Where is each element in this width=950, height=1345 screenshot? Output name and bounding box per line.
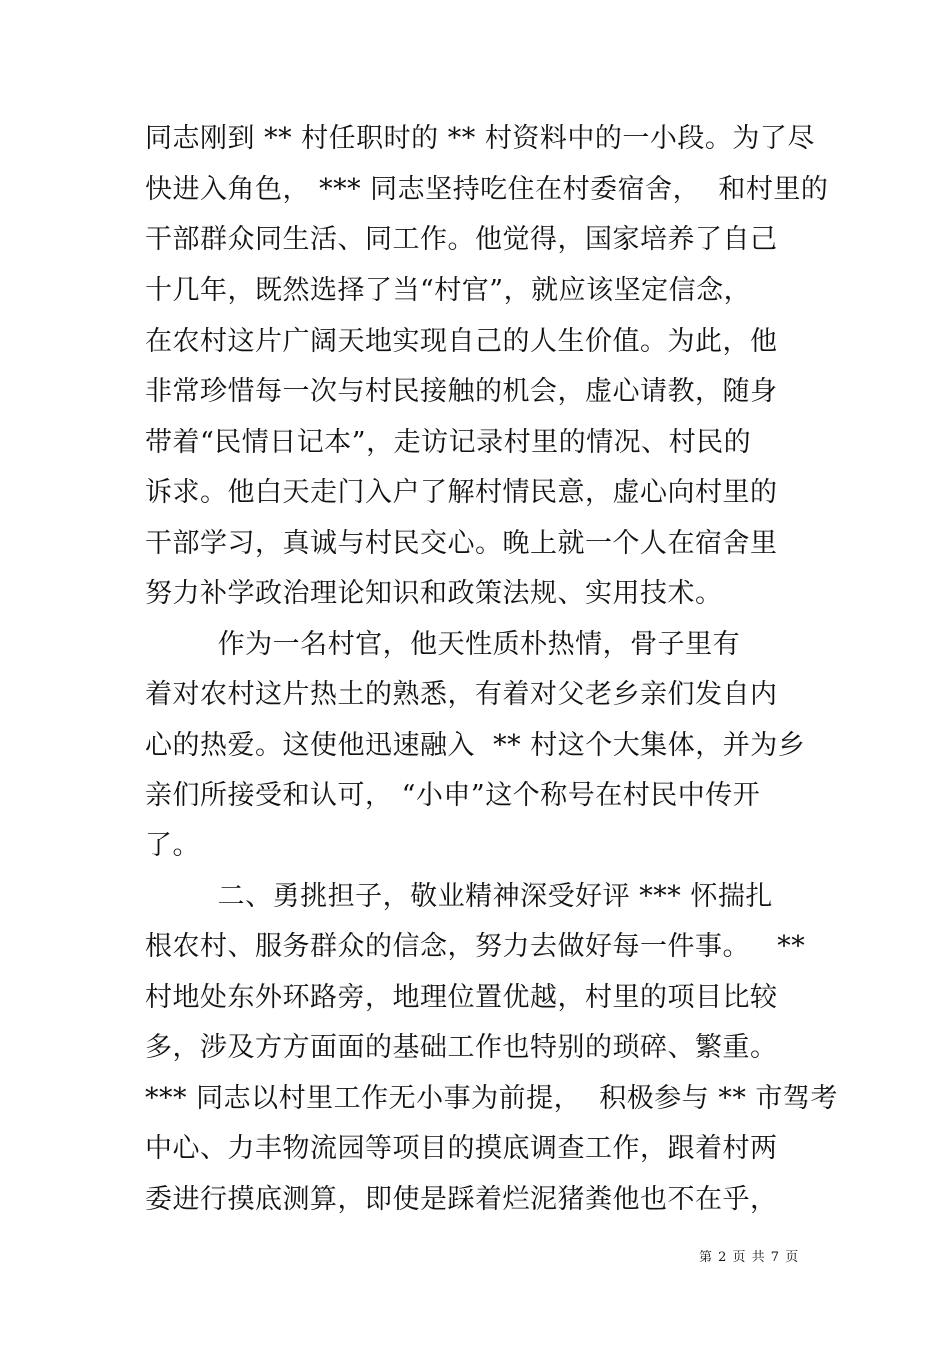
section-heading-line: 二、勇挑担子，敬业精神深受好评 *** 怀揣扎 [145,881,773,912]
text-line: 村地处东外环路旁，地理位置优越，村里的项目比较 [145,982,778,1013]
text-line: 诉求。他白天走门入户了解村情民意，虚心向村里的 [145,477,778,508]
text-line: *** 同志以村里工作无小事为前提， 积极参与 ** 市驾考 [145,1083,838,1114]
text-line: 着对农村这片热土的熟悉，有着对父老乡亲们发自内 [145,679,778,710]
text-line: 努力补学政治理论知识和政策法规、实用技术。 [145,578,723,609]
text-line: 多，涉及方方面面的基础工作也特别的琐碎、繁重。 [145,1032,778,1063]
text-line: 根农村、服务群众的信念，努力去做好每一件事。 ** [145,931,806,962]
text-line: 委进行摸底测算，即使是踩着烂泥猪粪他也不在乎， [145,1184,778,1215]
paragraph-start-line: 作为一名村官，他天性质朴热情，骨子里有 [145,629,741,660]
text-line: 亲们所接受和认可， “小申”这个称号在村民中传开 [145,780,761,811]
text-line: 十几年，既然选择了当“村官”，就应该坚定信念， [145,275,752,306]
text-line: 同志刚到 ** 村任职时的 ** 村资料中的一小段。为了尽 [145,123,815,154]
text-line: 干部群众同生活、同工作。他觉得，国家培养了自己 [145,224,778,255]
text-line: 在农村这片广阔天地实现自己的人生价值。为此，他 [145,326,778,357]
text-line: 心的热爱。这使他迅速融入 ** 村这个大集体，并为乡 [145,730,806,761]
text-line: 了。 [145,830,200,861]
text-line: 快进入角色， *** 同志坚持吃住在村委宿舍， 和村里的 [145,174,829,205]
text-line: 非常珍惜每一次与村民接触的机会，虚心请教，随身 [145,376,778,407]
text-line: 带着“民情日记本”，走访记录村里的情况、村民的 [145,427,752,458]
text-line: 中心、力丰物流园等项目的摸底调查工作，跟着村两 [145,1133,778,1164]
text-line: 干部学习，真诚与村民交心。晚上就一个人在宿舍里 [145,528,778,559]
page-number: 第 2 页 共 7 页 [699,1250,800,1265]
